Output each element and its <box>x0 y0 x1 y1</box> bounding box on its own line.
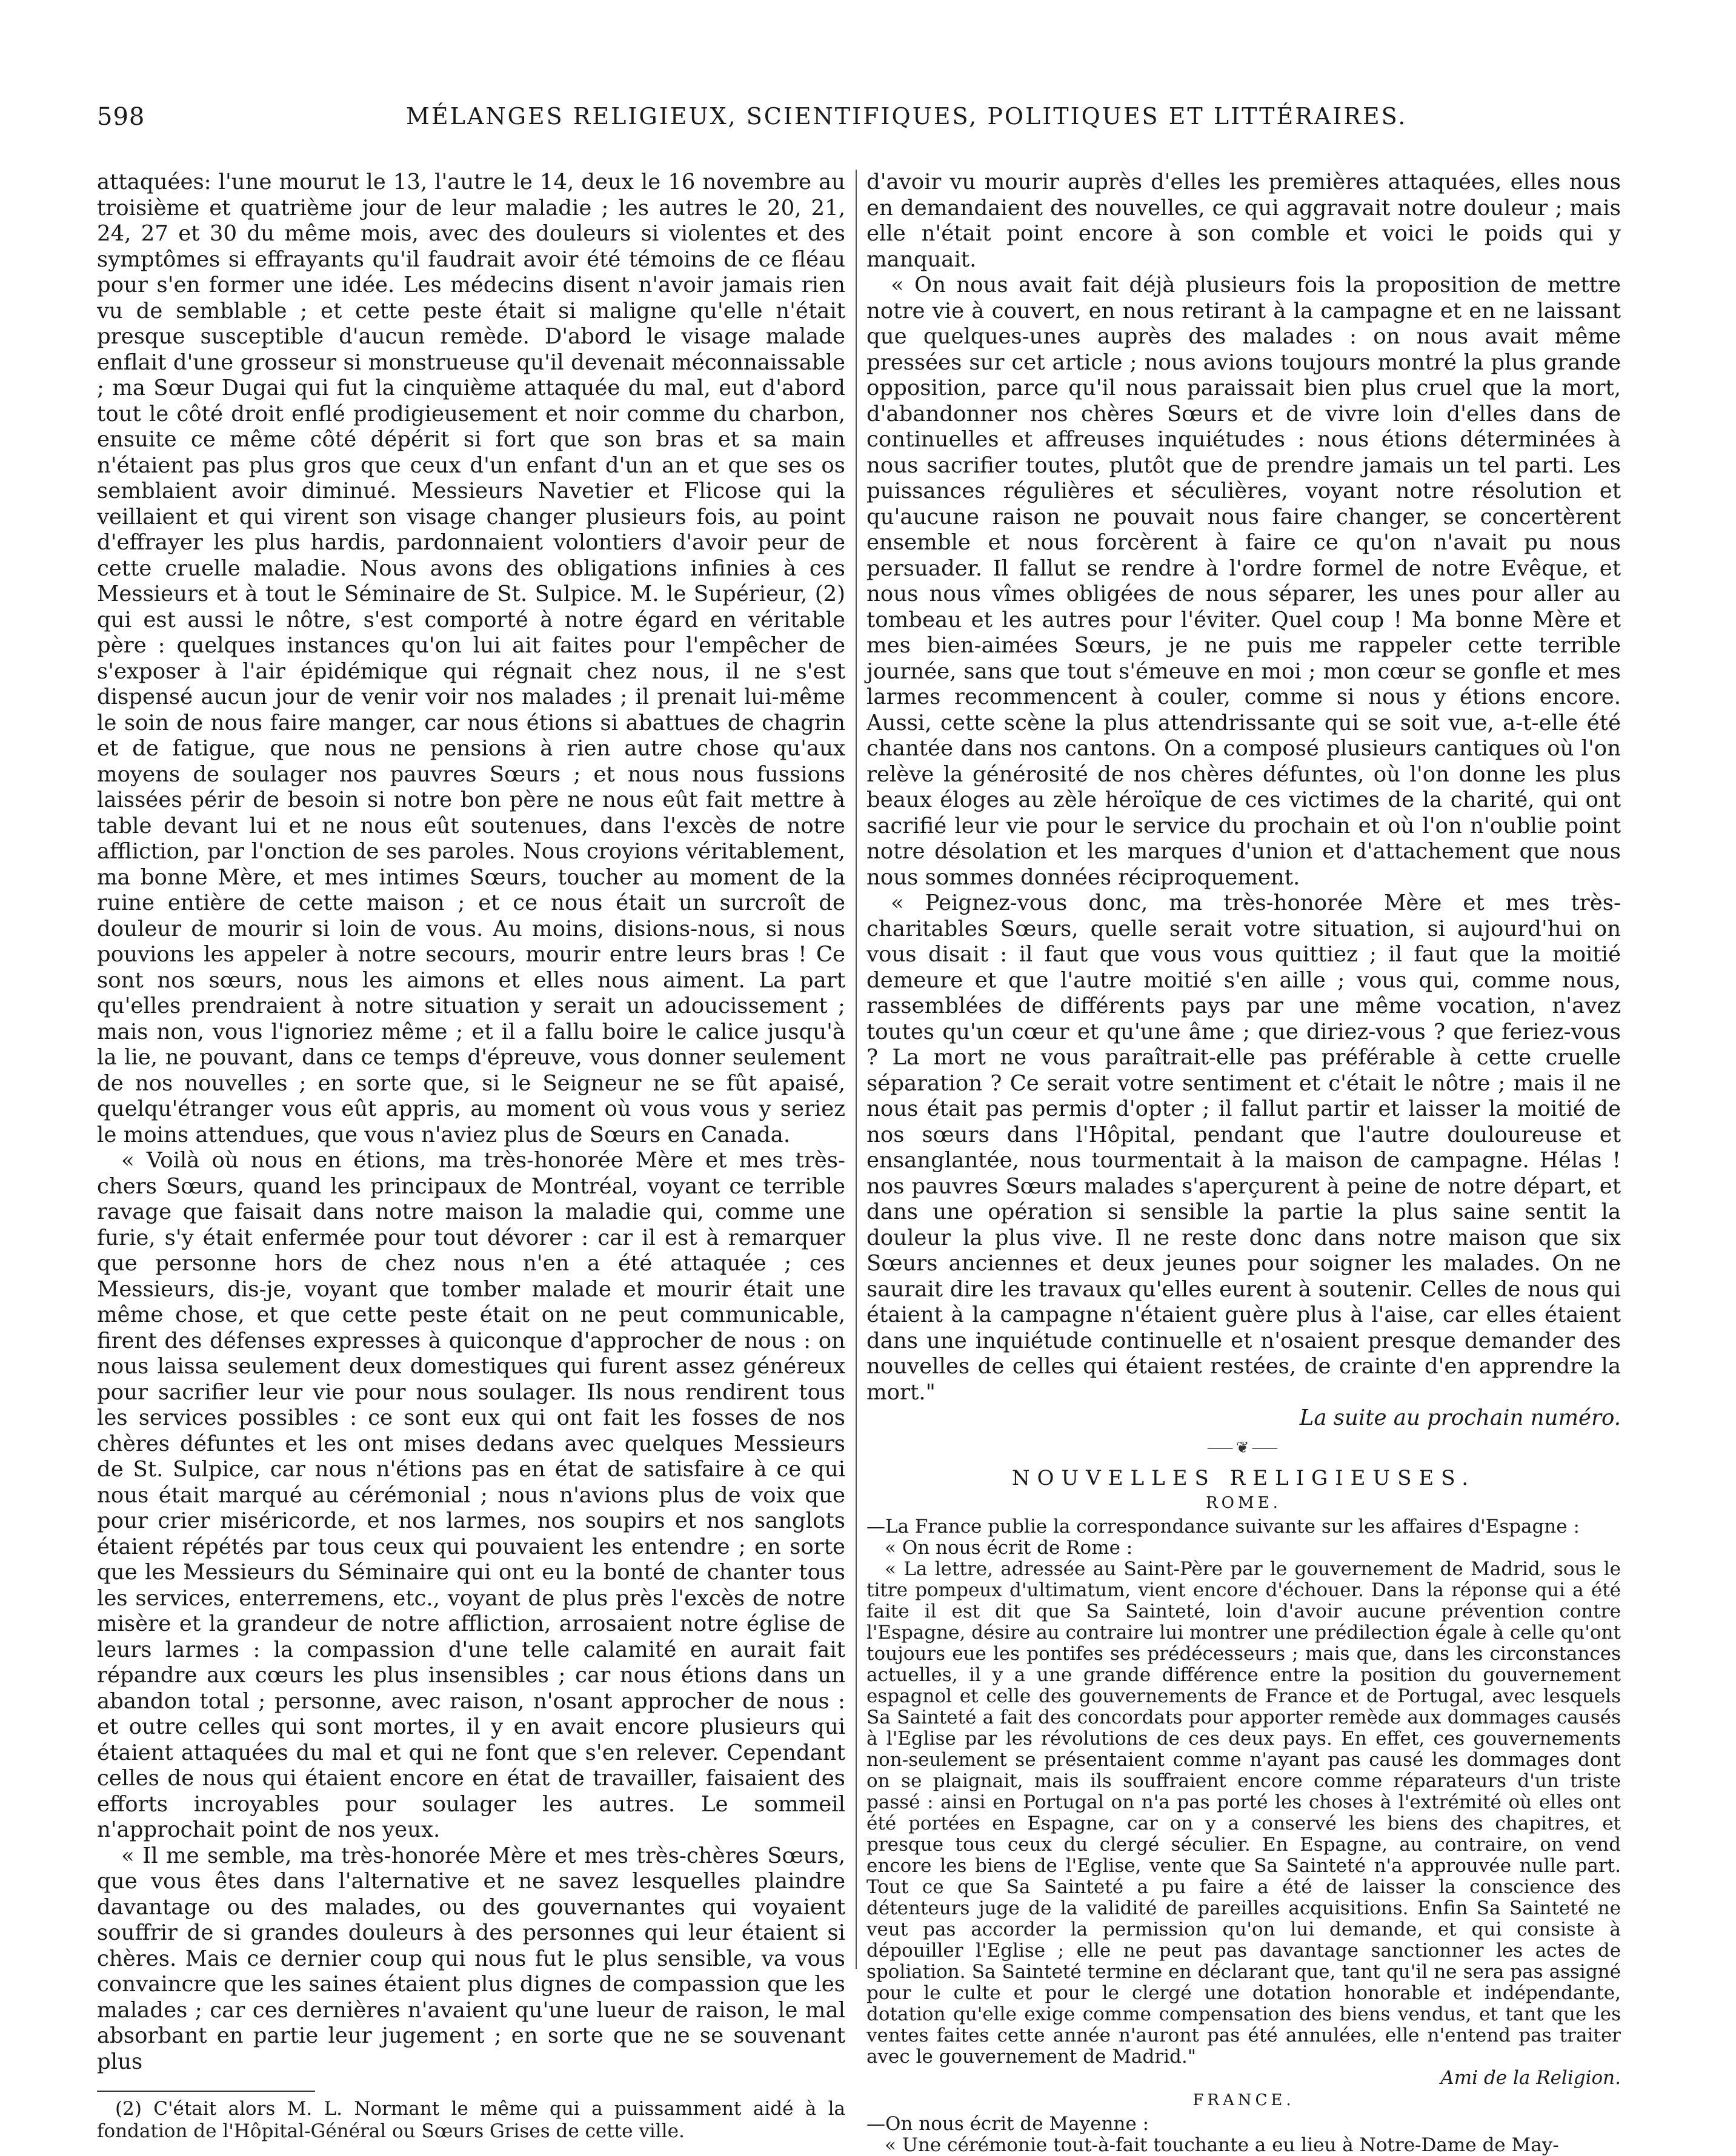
left-column <box>97 170 845 2143</box>
news-paragraph: —La France publie la correspondance suivante sur les affaires d'Espagne : <box>866 1515 1580 1537</box>
letter-paragraph: d'avoir vu mourir auprès d'elles les premières attaquées, elles nous en demandaient des nouvelles, ce qui aggravait notre douleur ; mais elle n'était point encore à son comble et voici le poids qui y manquait. <box>866 170 1621 272</box>
ornament-divider-icon: ⸺❦⸺ <box>1206 1438 1281 1457</box>
column-divider <box>856 170 857 1969</box>
letter-paragraph: « Il me semble, ma très-honorée Mère et mes très-chères Sœurs, que vous êtes dans l'alternative et ne savez lesquelles plaindre davantage ou des malades, ou des gouvernantes qui voyaient souffrir de si grandes douleurs à des personnes qui leur étaient si chères. Mais ce dernier coup qui nous fut le plus sensible, va vous convaincre que les saines étaient plus dignes de compassion que les malades ; car ces dernières n'avaient qu'une lueur de raison, le mal absorbant en partie leur jugement ; en sorte que ne se souvenant plus <box>97 1843 845 2074</box>
source-signature: Ami de la Religion. <box>1440 2066 1621 2089</box>
running-title: MÉLANGES RELIGIEUX, SCIENTIFIQUES, POLITIQUES ET LITTÉRAIRES. <box>406 103 1408 130</box>
letter-paragraph: attaquées: l'une mourut le 13, l'autre le 14, deux le 16 novembre au troisième et quatrième jour de leur maladie ; les autres le 20, 21, 24, 27 et 30 du même mois, avec des douleurs si violentes et des symptômes si effrayants qu'il faudrait avoir été témoins de ce fléau pour s'en former une idée. Les médecins disent n'avoir jamais rien vu de semblable ; et cette peste était si maligne qu'elle n'était presque susceptible d'aucun remède. D'abord le visage malade enflait d'une grosseur si monstrueuse qu'il devenait méconnaissable ; ma Sœur Dugai qui fut la cinquième attaquée du mal, eut d'abord tout le côté droit enflé prodigieusement et noir comme du charbon, ensuite ce même côté dépérit si fort que son bras et sa main n'étaient pas plus gros que ceux d'un enfant d'un an et que ses os semblaient avoir diminué. Messieurs Navetier et Flicose qui la veillaient et qui virent son visage changer plusieurs fois, au point d'effrayer les plus hardis, pardonnaient volontiers d'avoir peur de cette cruelle maladie. Nous avons des obligations infinies à ces Messieurs et à tout le Séminaire de St. Sulpice. M. le Supérieur, (2) qui est aussi le nôtre, s'est comporté à notre égard en véritable père : quelques instances qu'on lui ait faites pour l'empêcher de s'exposer à l'air épidémique qui régnait chez nous, il ne s'est dispensé aucun jour de venir voir nos malades ; il prenait lui-même le soin de nous faire manger, car nous étions si abattues de chagrin et de fatigue, que nous ne pensions à rien autre chose qu'aux moyens de soulager nos pauvres Sœurs ; et nous nous fussions laissées périr de besoin si notre bon père ne nous eût fait mettre à table devant lui et ne nous eût soutenues, dans l'excès de notre affliction, par l'onction de ses paroles. Nous croyions véritablement, ma bonne Mère, et mes intimes Sœurs, toucher au moment de la ruine entière de cette maison ; et ce nous était un surcroît de douleur de mourir si loin de vous. Au moins, disions-nous, si nous pouvions les appeler à notre secours, mourir entre leurs bras ! Ce sont nos sœurs, nous les aimons et elles nous aiment. La part qu'elles prendraient à notre situation y serait un adoucissement ; mais non, vous l'ignoriez même ; et il a fallu boire le calice jusqu'à la lie, ne pouvant, dans ce temps d'épreuve, vous donner seulement de nos nouvelles ; en sorte que, si le Seigneur ne se fût apaisé, quelqu'étranger vous eût appris, au moment où vous vous y seriez le moins attendues, que vous n'aviez plus de Sœurs en Canada. <box>97 170 845 1147</box>
letter-paragraph: « Voilà où nous en étions, ma très-honorée Mère et mes très-chers Sœurs, quand les principaux de Montréal, voyant ce terrible ravage que faisait dans notre maison la maladie qui, comme une furie, s'y était enfermée pour tout dévorer : car il est à remarquer que personne hors de chez nous n'en a été attaquée ; ces Messieurs, dis-je, voyant que tomber malade et mourir était une même chose, et que cette peste était on ne peut communicable, firent des défenses expresses à quiconque d'approcher de nous : on nous laissa seulement deux domestiques qui furent assez généreux pour sacrifier leur vie pour nous soulager. Ils nous rendirent tous les services possibles : ce sont eux qui ont fait les fosses de nos chères défuntes et les ont mises dedans avec quelques Messieurs de St. Sulpice, car nous n'étions pas en état de satisfaire à ce qui nous était marqué au cérémonial ; nous n'avions plus de voix que pour crier miséricorde, et nos larmes, nos soupirs et nos sanglots étaient répétés par tous ceux qui pouvaient les entendre ; en sorte que les Messieurs du Séminaire qui ont eu la bonté de chanter tous les services, enterremens, etc., voyant de plus près l'excès de notre misère et la grandeur de notre affliction, arrosaient notre église de leurs larmes : la compassion d'une telle calamité en aurait fait répandre aux cœurs les plus insensibles ; car nous étions dans un abandon total ; personne, avec raison, n'osant approcher de nous : et outre celles qui sont mortes, il y en avait encore plusieurs qui étaient attaquées du mal et qui ne font que s'en relever. Cependant celles de nous qui étaient encore en état de travailler, faisaient des efforts incroyables pour soulager les autres. Le sommeil n'approchait point de nos yeux. <box>97 1148 845 1842</box>
page-header <box>97 103 1630 151</box>
right-column <box>866 170 1621 2156</box>
place-heading-france: FRANCE. <box>1192 2091 1295 2109</box>
to-be-continued: La suite au prochain numéro. <box>1299 1405 1621 1430</box>
letter-paragraph: « On nous avait fait déjà plusieurs fois la proposition de mettre notre vie à couvert, en nous retirant à la campagne et en ne laissant que quelques-unes auprès des malades : on nous avait même pressées sur cet article ; nous avions toujours montré la plus grande opposition, parce qu'il nous paraissait bien plus cruel que la mort, d'abandonner nos chères Sœurs et de vivre loin d'elles dans de continuelles et affreuses inquiétudes : nous étions déterminées à nous sacrifier toutes, plutôt que de prendre jamais un tel parti. Les puissances régulières et séculières, voyant notre résolution et qu'aucune raison ne pouvait nous faire changer, se concertèrent ensemble et nous forcèrent à faire ce qu'on n'avait pu nous persuader. Il fallut se rendre à l'ordre formel de notre Evêque, et nous nous vîmes obligées de nous séparer, les unes pour aller au tombeau et les autres pour l'éviter. Quel coup ! Ma bonne Mère et mes bien-aimées Sœurs, je ne puis me rappeler cette terrible journée, sans que tout s'émeuve en moi ; mon cœur se gonfle et mes larmes recommencent à couler, comme si nous y étions encore. Aussi, cette scène la plus attendrissante qui se soit vue, a-t-elle été chantée dans nos cantons. On a composé plusieurs cantiques où l'on relève la générosité de nos chères défuntes, où l'on donne les plus beaux éloges au zèle héroïque de ces victimes de la charité, qui ont sacrifié leur vie pour le service du prochain et où l'on n'oublie point notre désolation et les marques d'union et d'attachement que nous nous sommes données réciproquement. <box>866 273 1621 890</box>
section-title: NOUVELLES RELIGIEUSES. <box>1011 1466 1476 1490</box>
news-section <box>866 1493 1621 2156</box>
place-heading-rome: ROME. <box>1206 1493 1282 1512</box>
footnote-rule <box>97 2091 315 2092</box>
news-paragraph: —On nous écrit de Mayenne : <box>866 2112 1149 2135</box>
letter-paragraph: « Peignez-vous donc, ma très-honorée Mère et mes très-charitables Sœurs, quelle serait votre situation, si aujourd'hui on vous disait : il faut que vous vous quittiez ; il faut que la moitié demeure et que l'autre moitié s'en aille ; vous qui, comme nous, rassemblées de différents pays par une même vocation, n'avez toutes qu'un cœur et qu'une âme ; que diriez-vous ? que feriez-vous ? La mort ne vous paraîtrait-elle pas préférable à cette cruelle séparation ? Ce serait votre sentiment et c'était le nôtre ; mais il ne nous était pas permis d'opter ; il fallut partir et laisser la moitié de nos sœurs dans l'Hôpital, pendant que l'autre douloureuse et ensanglantée, nous tourmentait à la maison de campagne. Hélas ! nos pauvres Sœurs malades s'aperçurent à peine de notre départ, et dans une opération si sensible la partie la plus saine sentit la douleur la plus vive. Il ne reste donc dans notre maison que six Sœurs anciennes et deux jeunes pour soigner les malades. On ne saurait dire les travaux qu'elles eurent à soutenir. Celles de nous qui étaient à la campagne n'étaient guère plus à l'aise, car elles étaient dans une inquiétude continuelle et n'osaient presque demander des nouvelles de celles qui étaient restées, de crainte d'en apprendre la mort." <box>866 891 1621 1405</box>
footnote: (2) C'était alors M. L. Normant le même qui a puissamment aidé à la fondation de l'Hôpital-Général ou Sœurs Grises de cette ville. <box>97 2098 845 2142</box>
news-paragraph: « La lettre, adressée au Saint-Père par le gouvernement de Madrid, sous le titre pompeux d'ultimatum, vient encore d'échouer. Dans la réponse qui a été faite il est dit que Sa Sainteté, loin d'avoir aucune prévention contre l'Espagne, désire au contraire lui montrer une prédilection égale à celle qu'ont toujours eue les pontifes ses prédécesseurs ; mais que, dans les circonstances actuelles, il y a une grande différence entre la position du gouvernement espagnol et celle des gouvernements de France et de Portugal, avec lesquels Sa Sainteté a fait des concordats pour apporter remède aux dommages causés à l'Eglise par les révolutions de ces deux pays. En effet, ces gouvernements non-seulement se présentaient comme n'ayant pas causé les dommages dont on se plaignait, mais ils souffraient encore comme réparateurs d'un triste passé : ainsi en Portugal on n'a pas porté les choses à l'extrémité où elles ont été portées en Espagne, car on y a conservé les biens des chapitres, et presque tous ceux du clergé séculier. En Espagne, au contraire, on vend encore les biens de l'Eglise, vente que Sa Sainteté n'a approuvée nulle part. Tout ce que Sa Sainteté a pu faire a été de laisser la conscience des détenteurs juge de la validité de pareilles acquisitions. Enfin Sa Sainteté ne veut pas accorder la permission qu'on lui demande, et qui consiste à dépouiller l'Eglise ; elle ne peut pas davantage sanctionner les actes de spoliation. Sa Sainteté termine en déclarant que, tant qu'il ne sera pas assigné pour le culte et pour le clergé une dotation honorable et indépendante, dotation qu'elle exige comme compensation des biens vendus, et tant que les ventes faites cette année n'auront pas été annulées, elle n'entend pas traiter avec le gouvernement de Madrid." <box>866 1557 1621 2068</box>
page-number: 598 <box>97 103 145 131</box>
news-paragraph: « Une cérémonie tout-à-fait touchante a eu lieu à Notre-Dame de May- <box>885 2134 1559 2156</box>
news-paragraph: « On nous écrit de Rome : <box>885 1536 1133 1559</box>
